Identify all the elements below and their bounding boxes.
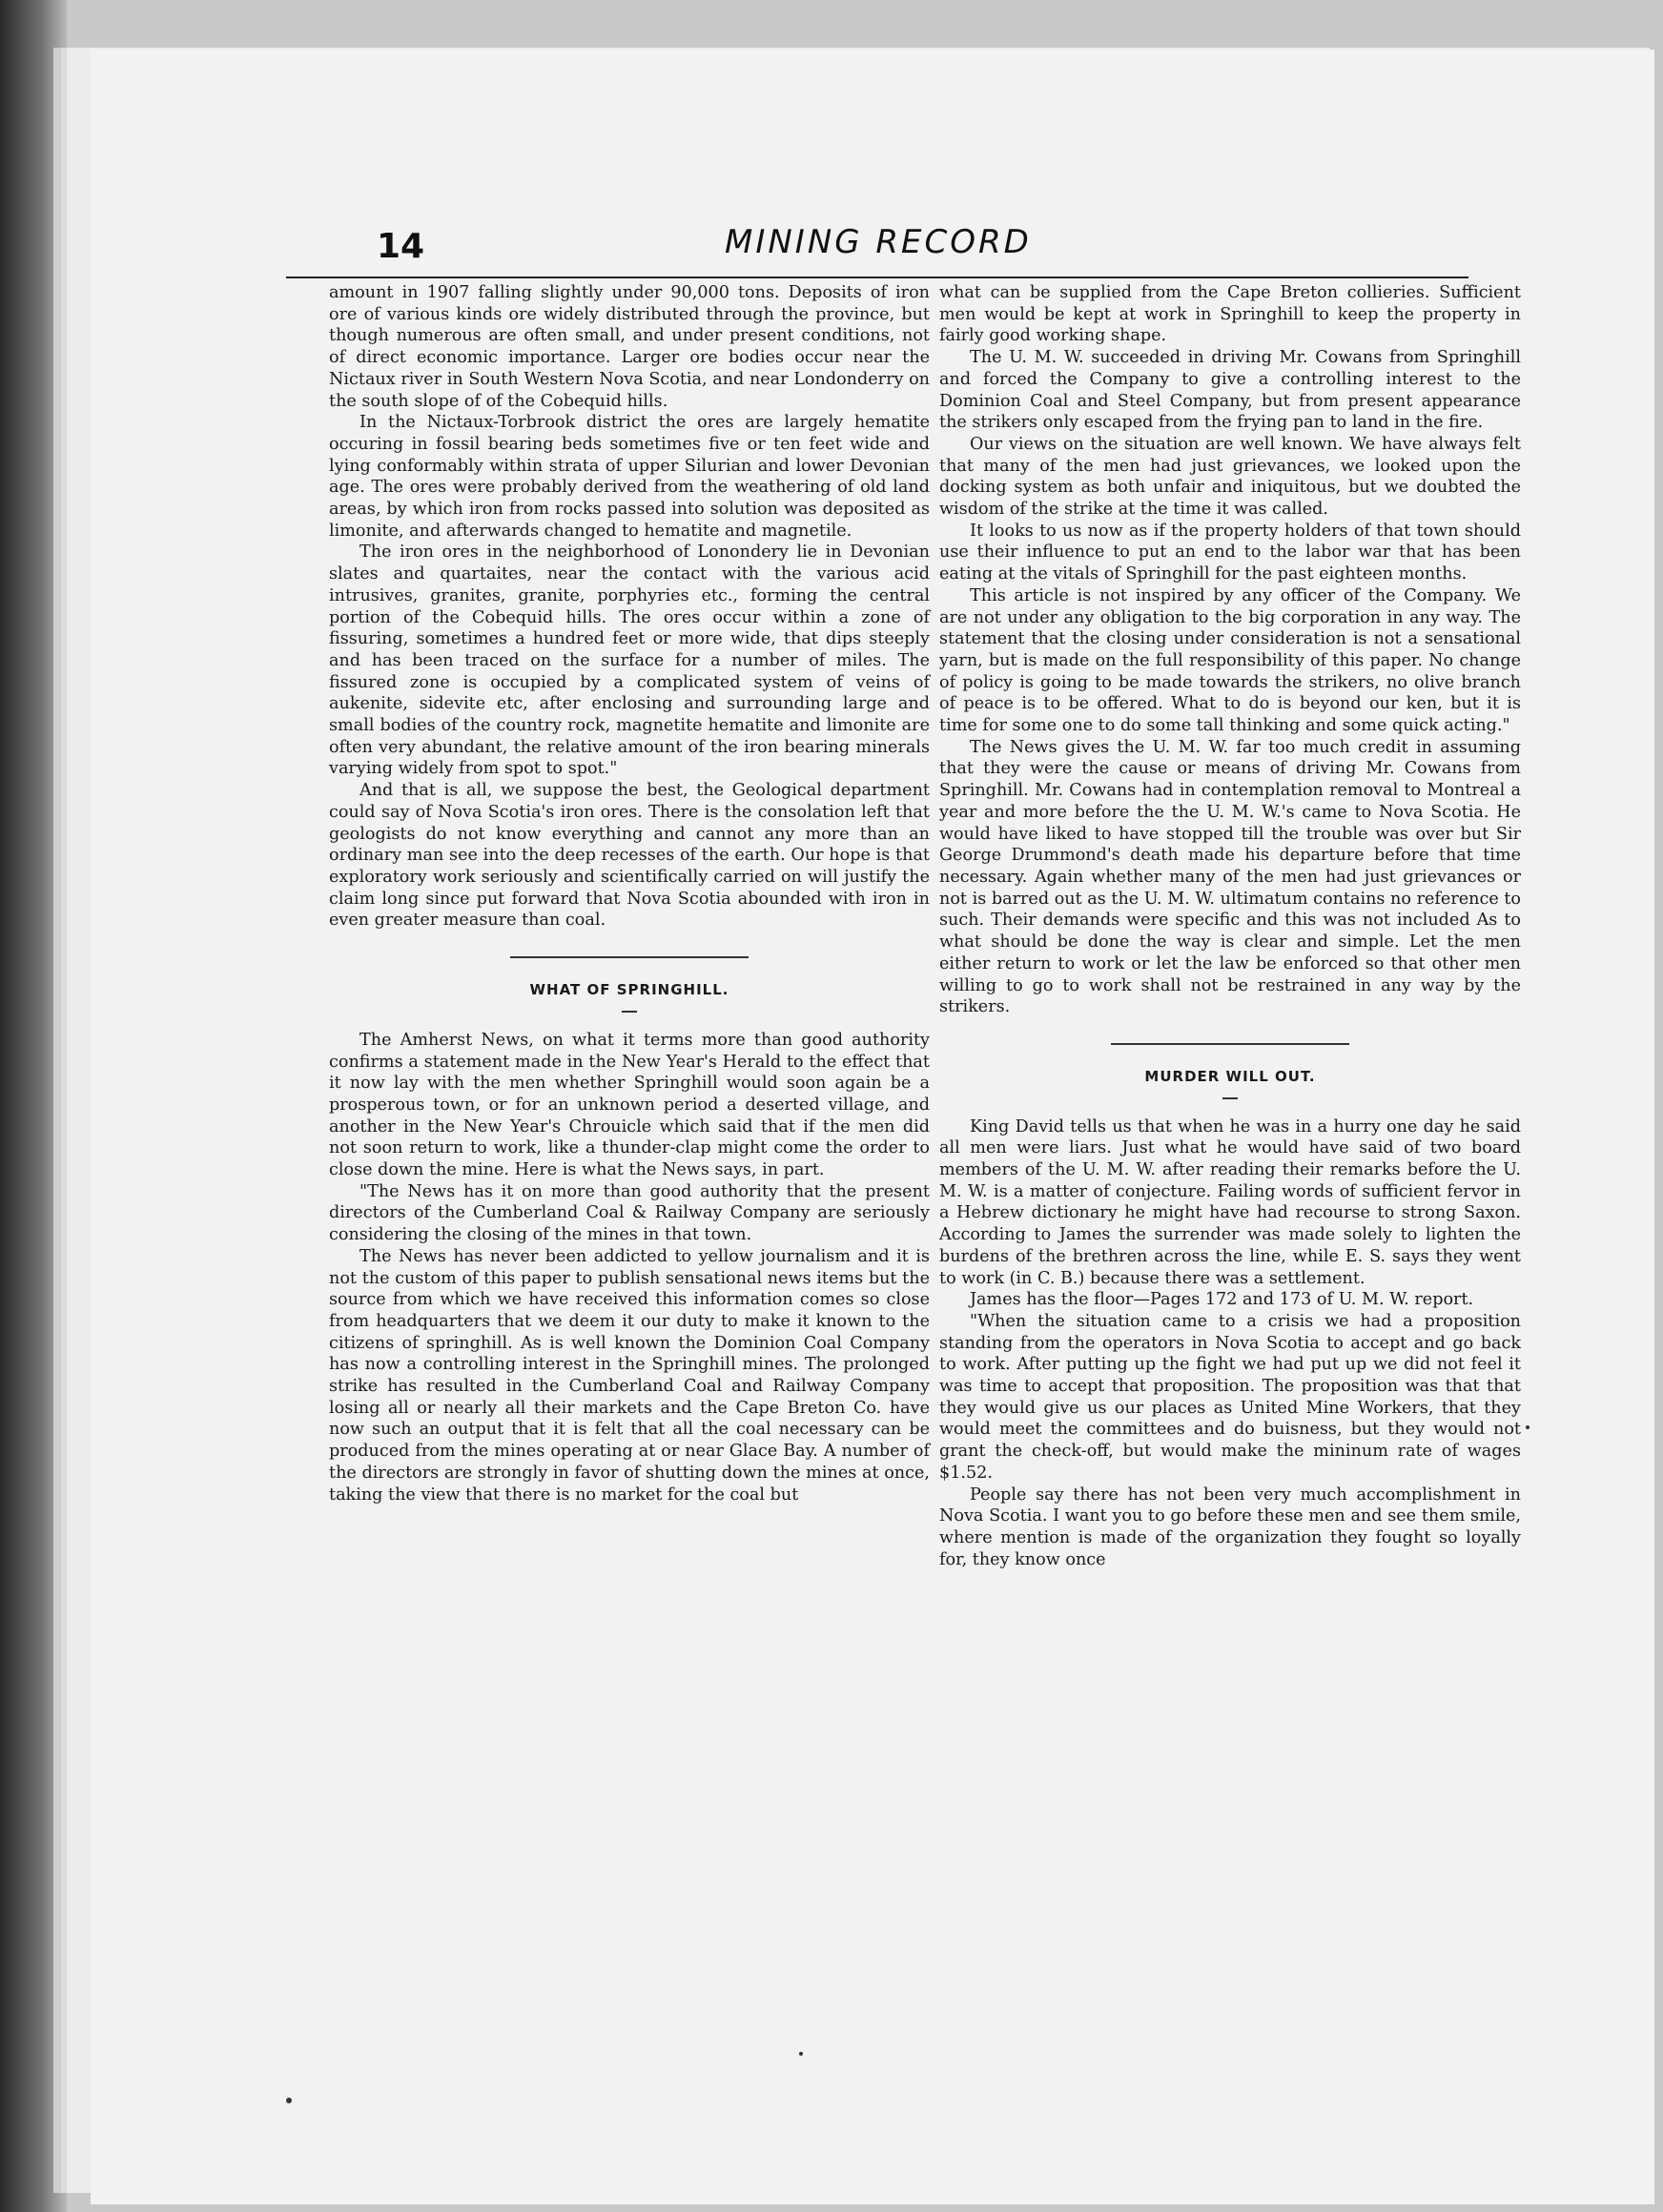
paragraph: And that is all, we suppose the best, the Geological department could say of Nova Scotia's iron ores. There is the consolation left that geologists do not know everything and cannot any more than an ordinary man see into the deep recesses of the earth. Our hope is that exploratory work seriously and scientifically carried on will justify the claim long since put forward that Nova Scotia abounded with iron in even greater measure than coal. bbox=[329, 781, 930, 931]
paragraph: The News gives the U. M. W. far too much credit in assuming that they were the cause or means of driving Mr. Cowans from Springhill. Mr. Cowans had in contemplation removal to Montreal a year and more before the the U. M. W.'s came to Nova Scotia. He would have liked to have stopped till the trouble was over but Sir George Drummond's death made his departure before that time necessary. Again whether many of the men had just grievances or not is barred out as the U. M. W. ultimatum contains no reference to such. Their demands were specific and this was not included As to what should be done the way is clear and simple. Let the men either return to work or let the law be enforced so that other men willing to go to work shall not be restrained in any way by the strikers. bbox=[939, 737, 1521, 1017]
paragraph: It looks to us now as if the property holders of that town should use their influence to put an end to the labor war that has been eating at the vitals of Springhill for the past eighteen months. bbox=[939, 521, 1521, 584]
paragraph: "When the situation came to a crisis we had a proposition standing from the operators in Nova Scotia to accept and go back to work. After putting up the fight we had put up we did not feel it was time to accept that proposition. The proposition was that that they would give us our places as United Mine Workers, that they would meet the committees and do buisness, but they would not grant the check-off, but would make the mininum rate of wages $1.52. bbox=[939, 1311, 1521, 1483]
section-divider bbox=[510, 956, 749, 958]
scan-speck bbox=[799, 2052, 803, 2056]
paragraph: This article is not inspired by any officer of the Company. We are not under any obligation to the big corporation in any way. The statement that the closing under consideration is not a sensational yarn, but is made on the full responsibility of this paper. No change of policy is going to be made towards the strikers, no olive branch of peace is to be offered. What to do is beyond our ken, but it is time for some one to do some tall thinking and some quick acting." bbox=[939, 585, 1521, 736]
paragraph: amount in 1907 falling slightly under 90,000 tons. Deposits of iron ore of various kinds ore widely distributed through the province, but though numerous are often small, and under present conditions, not of direct economic importance. Larger ore bodies occur near the Nictaux river in South Western Nova Scotia, and near Londonderry on the south slope of of the Cobequid hills. bbox=[329, 283, 930, 411]
article-heading: WHAT OF SPRINGHILL. bbox=[529, 981, 729, 999]
paragraph: James has the floor—Pages 172 and 173 of U. M. W. report. bbox=[970, 1290, 1474, 1310]
left-column-top bbox=[329, 282, 930, 1505]
heading-dash bbox=[1222, 1097, 1238, 1099]
section-divider bbox=[1111, 1043, 1349, 1045]
right-column bbox=[939, 282, 1521, 1570]
paragraph: People say there has not been very much accomplishment in Nova Scotia. I want you to go before these men and see them smile, where mention is made of the organization they fought so loyally for, they know once bbox=[939, 1485, 1521, 1569]
paragraph: "The News has it on more than good authority that the present directors of the Cumberland Coal & Railway Company are seriously considering the closing of the mines in that town. bbox=[329, 1181, 930, 1245]
paragraph: The U. M. W. succeeded in driving Mr. Cowans from Springhill and forced the Company to give a controlling interest to the Dominion Coal and Steel Company, but from present appearance the strikers only escaped from the frying pan to land in the fire. bbox=[939, 348, 1521, 433]
scan-dark-edge bbox=[0, 0, 67, 2212]
heading-dash bbox=[622, 1011, 637, 1013]
scan-speck bbox=[1526, 1425, 1530, 1429]
scan-speck bbox=[286, 2098, 292, 2103]
paragraph: King David tells us that when he was in a hurry one day he said all men were liars. Just what he would have said of two board members of the U. M. W. after reading their remarks before the U. M. W. is a matter of conjecture. Failing words of sufficient fervor in a Hebrew dictionary he might have had recourse to strong Saxon. According to James the surrender was made solely to lighten the burdens of the brethren across the line, while E. S. says they went to work (in C. B.) because there was a settlement. bbox=[939, 1116, 1521, 1288]
masthead-title: MINING RECORD bbox=[725, 223, 1032, 261]
paragraph: The iron ores in the neighborhood of Lonondery lie in Devonian slates and quartaites, near the contact with the various acid intrusives, granites, granite, porphyries etc., forming the central portion of the Cobequid hills. The ores occur within a zone of fissuring, sometimes a hundred feet or more wide, that dips steeply and has been traced on the surface for a number of miles. The fissured zone is occupied by a complicated system of veins of aukenite, sidevite etc, after enclosing and surrounding large and small bodies of the country rock, magnetite hematite and limonite are often very abundant, the relative amount of the iron bearing minerals varying widely from spot to spot." bbox=[329, 543, 930, 779]
paragraph: The Amherst News, on what it terms more than good authority confirms a statement made in the New Year's Herald to the effect that it now lay with the men whether Springhill would soon again be a prosperous town, or for an unknown period a deserted village, and another in the New Year's Chrouicle which said that if the men did not soon return to work, like a thunder-clap might come the order to close down the mine. Here is what the News says, in part. bbox=[329, 1030, 930, 1180]
paragraph: Our views on the situation are well known. We have always felt that many of the men had just grievances, we looked upon the docking system as both unfair and iniquitous, but we doubted the wisdom of the strike at the time it was called. bbox=[939, 434, 1521, 520]
paragraph: The News has never been addicted to yellow journalism and it is not the custom of this paper to publish sensational news items but the source from which we have received this information comes so close from headquarters that we deem it our duty to make it known to the citizens of springhill. As is well known the Dominion Coal Company has now a controlling interest in the Springhill mines. The prolonged strike has resulted in the Cumberland Coal and Railway Company losing all or nearly all their markets and the Cape Breton Co. have now such an output that it is felt that all the coal necessary can be produced from the mines operating at or near Glace Bay. A number of the directors are strongly in favor of shutting down the mines at once, taking the view that there is no market for the coal but bbox=[329, 1246, 930, 1505]
page-header bbox=[286, 221, 1468, 278]
paragraph: In the Nictaux-Torbrook district the ores are largely hematite occuring in fossil bearing beds sometimes five or ten feet wide and lying conformably within strata of upper Silurian and lower Devonian age. The ores were probably derived from the weathering of old land areas, by which iron from rocks passed into solution was deposited as limonite, and afterwards changed to hematite and magnetile. bbox=[329, 413, 930, 541]
article-heading: MURDER WILL OUT. bbox=[1144, 1067, 1316, 1085]
page-number: 14 bbox=[377, 227, 425, 266]
paragraph: what can be supplied from the Cape Breton collieries. Sufficient men would be kept at work in Springhill to keep the property in fairly good working shape. bbox=[939, 283, 1521, 346]
